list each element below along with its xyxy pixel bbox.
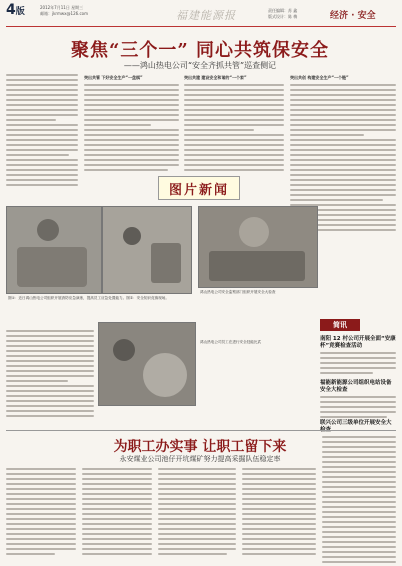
bottom-article-col2 [82,468,152,558]
photo-news-label: 图片新闻 [158,176,240,200]
section-divider [6,430,396,431]
main-article-body-col3 [184,84,284,174]
photo-caption-middle: 鸿山热电公司安全监察部门组织开展安全大检查 [200,290,276,294]
brief-item-2-body [320,396,396,421]
bottom-article-col4 [242,468,316,558]
photo-left-top [6,206,102,294]
column-head-2: 突出共建 建设安全和谐的“一个家” [184,75,247,80]
brief-item-1: 南阳 12 村公司开展全面“安康杯”竞赛检查活动 [320,336,396,349]
page-header [0,0,402,30]
newspaper-logo: 福建能源报 [176,9,236,22]
photo-lower-center [98,322,196,406]
column-head-3: 突出共创 构建安全生产“一个链” [290,75,349,80]
photo-left-right [102,206,192,294]
bottom-article-col5 [322,436,396,566]
brief-label: 简讯 [320,319,360,331]
bottom-article-col1 [6,468,76,558]
bottom-headline: 为职工办实事 让职工留下来 [113,439,287,455]
bottom-subhead: 永安煤业公司池仔开坑煤矿努力提高采掘队伍稳定率 [119,455,281,463]
main-article-body-col2 [84,84,179,174]
photo-caption-lower: 鸿山热电公司员工在进行安全技能比武 [200,340,262,344]
brief-item-3: 联兴公司三级单位开展安全大 [320,420,392,426]
brief-item-1-body [320,352,396,377]
editor-credits: 责任编辑：苏 鑫 版式设计：陈 梅 [268,8,298,19]
left-bottom-text [6,330,94,420]
header-rule [6,26,396,27]
brief-item-2: 福能新能源公司组织电站设备安全大检查 [320,380,392,393]
photo-center [198,206,318,288]
page-number: 4版 [6,2,25,18]
column-head-1: 突出共管 下好安全生产“一盘棋” [84,75,143,80]
main-headline: 聚焦“三个一” 同心共筑保安全 [71,40,329,61]
date-line: 2012年7月11日 星期三 邮箱：jkrmwx@126.com [40,5,88,16]
bottom-article-col3 [158,468,236,558]
main-subhead: ——鸿山热电公司“安全齐抓共管”巡查侧记 [123,61,277,70]
photo-caption-left: 图①：近日鸿山热电公司组织开展消防应急演练，提高员工应急处置能力。图②：安全知识竞赛现场。 [8,296,169,300]
section-title: 经济 · 安全 [330,11,376,21]
main-article-body-col1 [6,74,78,189]
